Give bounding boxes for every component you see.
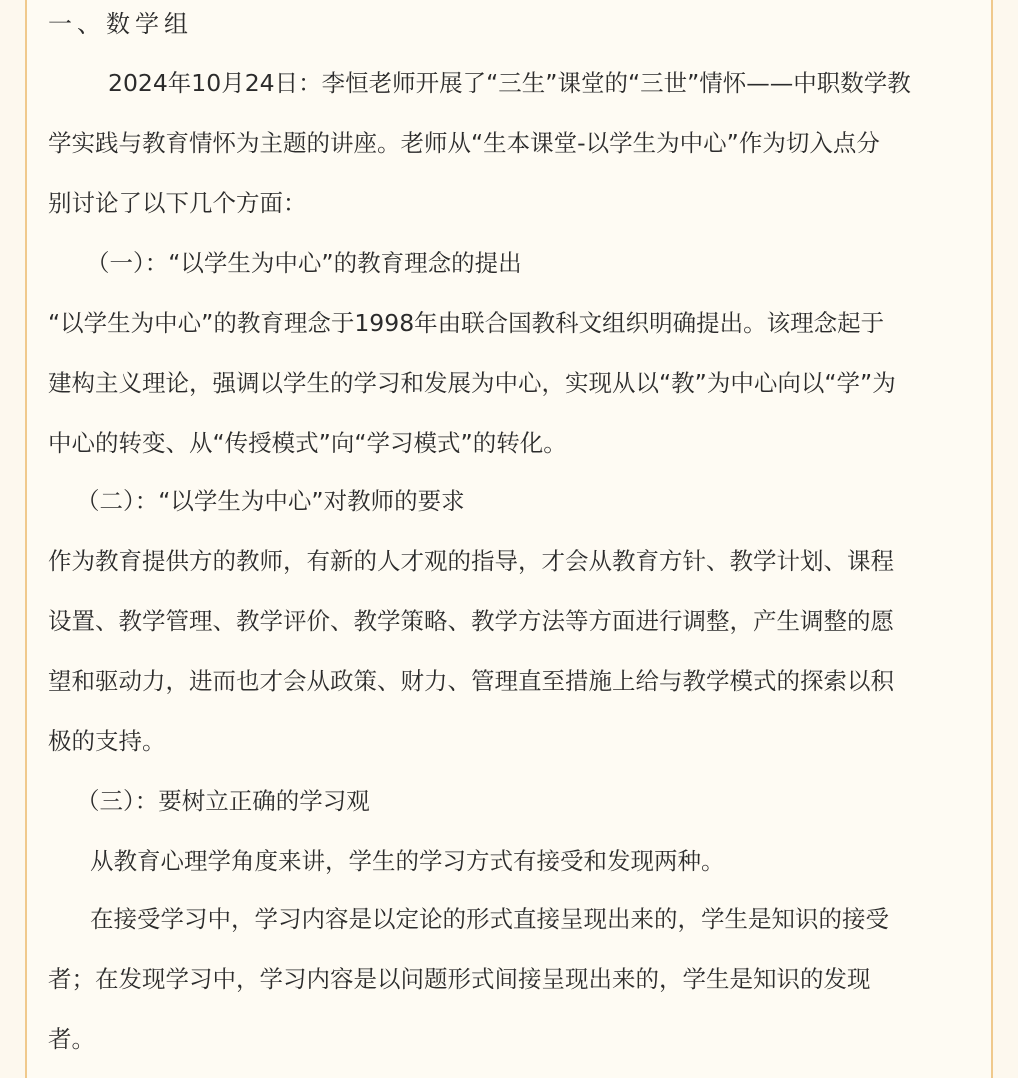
paragraph-line: 者；在发现学习中，学习内容是以问题形式间接呈现出来的，学生是知识的发现: [48, 965, 871, 993]
paragraph-line: 建构主义理论，强调以学生的学习和发展为中心，实现从以“教”为中心向以“学”为: [48, 369, 896, 397]
paragraph-line: 设置、教学管理、教学评价、教学策略、教学方法等方面进行调整，产生调整的愿: [48, 607, 894, 635]
paragraph-line: 从教育心理学角度来讲，学生的学习方式有接受和发现两种。: [90, 847, 725, 875]
section-heading: 一、数学组: [48, 10, 193, 38]
paragraph-line: “以学生为中心”的教育理念于1998年由联合国教科文组织明确提出。该理念起于: [48, 309, 885, 337]
paragraph-line: 中心的转变、从“传授模式”向“学习模式”的转化。: [48, 429, 567, 457]
paragraph-line: 者。: [48, 1025, 95, 1053]
paragraph-line: 作为教育提供方的教师，有新的人才观的指导，才会从教育方针、教学计划、课程: [48, 547, 894, 575]
paragraph-line: 望和驱动力，进而也才会从政策、财力、管理直至措施上给与教学模式的探索以积: [48, 667, 894, 695]
subheading: （一）：“以学生为中心”的教育理念的提出: [86, 249, 522, 277]
paragraph-line: 2024年10月24日：李恒老师开展了“三生”课堂的“三世”情怀——中职数学教: [108, 69, 911, 97]
paragraph-line: 学实践与教育情怀为主题的讲座。老师从“生本课堂-以学生为中心”作为切入点分: [48, 129, 880, 157]
paragraph-line: 别讨论了以下几个方面：: [48, 189, 307, 217]
subheading: （三）：要树立正确的学习观: [76, 787, 370, 815]
subheading: （二）：“以学生为中心”对教师的要求: [76, 487, 465, 515]
paragraph-line: 极的支持。: [48, 727, 166, 755]
paragraph-line: 在接受学习中，学习内容是以定论的形式直接呈现出来的，学生是知识的接受: [90, 905, 889, 933]
